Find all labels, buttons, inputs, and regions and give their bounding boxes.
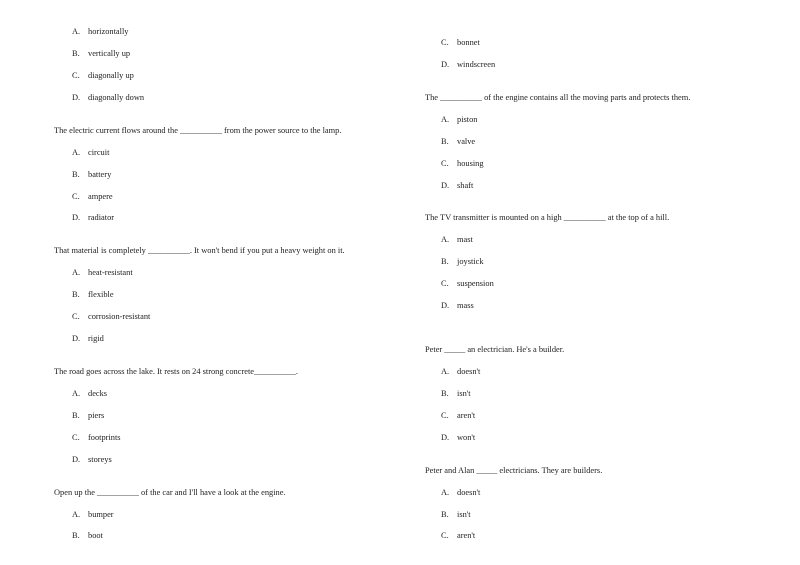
option-letter: A. <box>72 510 81 519</box>
option-letter: B. <box>72 411 80 420</box>
question-stem: That material is completely __________. It won't bend if you put a heavy weight on it. <box>54 246 345 255</box>
option-text: flexible <box>88 290 114 299</box>
question-stem: The TV transmitter is mounted on a high __________ at the top of a hill. <box>425 213 670 222</box>
option-letter: D. <box>441 181 450 190</box>
option-letter: B. <box>72 290 80 299</box>
option-letter: B. <box>441 137 449 146</box>
option-letter: C. <box>441 38 449 47</box>
question-stem: The __________ of the engine contains all the moving parts and protects them. <box>425 93 691 102</box>
option-letter: B. <box>72 170 80 179</box>
option-text: housing <box>457 159 484 168</box>
option-letter: D. <box>72 455 81 464</box>
option-text: decks <box>88 389 108 398</box>
option-letter: B. <box>72 49 80 58</box>
option-text: piston <box>457 115 478 124</box>
option-text: footprints <box>88 433 121 442</box>
option-letter: A. <box>441 115 450 124</box>
option-text: heat-resistant <box>88 268 133 277</box>
option-letter: A. <box>441 488 450 497</box>
option-text: aren't <box>457 411 476 420</box>
option-text: isn't <box>457 510 471 519</box>
option-text: piers <box>88 411 105 420</box>
option-letter: C. <box>72 433 80 442</box>
option-text: vertically up <box>88 49 131 58</box>
question-stem: Peter and Alan _____ electricians. They are builders. <box>425 466 603 475</box>
option-letter: B. <box>72 531 80 540</box>
option-text: rigid <box>88 334 104 343</box>
option-letter: D. <box>441 301 450 310</box>
option-letter: D. <box>72 213 81 222</box>
option-text: mass <box>457 301 474 310</box>
option-text: ampere <box>88 192 113 201</box>
question-stem: The electric current flows around the __________ from the power source to the lamp. <box>54 126 342 135</box>
option-text: doesn't <box>457 488 481 497</box>
option-letter: C. <box>72 192 80 201</box>
option-text: shaft <box>457 181 474 190</box>
option-letter: C. <box>441 279 449 288</box>
option-letter: C. <box>72 312 80 321</box>
option-text: storeys <box>88 455 112 464</box>
option-letter: C. <box>441 531 449 540</box>
option-text: mast <box>457 235 473 244</box>
option-text: horizontally <box>88 27 129 36</box>
option-letter: D. <box>72 93 81 102</box>
question-stem: Open up the __________ of the car and I'll have a look at the engine. <box>54 488 286 497</box>
option-text: suspension <box>457 279 494 288</box>
option-letter: B. <box>441 510 449 519</box>
option-text: diagonally up <box>88 71 134 80</box>
option-letter: A. <box>441 235 450 244</box>
option-text: valve <box>457 137 476 146</box>
option-text: won't <box>457 433 476 442</box>
option-text: bonnet <box>457 38 480 47</box>
option-text: battery <box>88 170 112 179</box>
option-text: boot <box>88 531 103 540</box>
option-text: joystick <box>457 257 484 266</box>
option-letter: D. <box>441 433 450 442</box>
option-letter: A. <box>72 268 81 277</box>
option-letter: D. <box>441 60 450 69</box>
option-text: corrosion-resistant <box>88 312 151 321</box>
option-letter: A. <box>72 27 81 36</box>
option-text: radiator <box>88 213 115 222</box>
option-text: circuit <box>88 148 110 157</box>
question-stem: Peter _____ an electrician. He's a builder. <box>425 345 565 354</box>
option-letter: D. <box>72 334 81 343</box>
question-stem: The road goes across the lake. It rests on 24 strong concrete__________. <box>54 367 298 376</box>
option-letter: A. <box>441 367 450 376</box>
option-text: isn't <box>457 389 471 398</box>
option-letter: C. <box>441 159 449 168</box>
option-text: diagonally down <box>88 93 145 102</box>
option-letter: A. <box>72 389 81 398</box>
option-letter: C. <box>72 71 80 80</box>
option-text: aren't <box>457 531 476 540</box>
option-letter: C. <box>441 411 449 420</box>
option-text: bumper <box>88 510 114 519</box>
option-letter: B. <box>441 389 449 398</box>
option-text: doesn't <box>457 367 481 376</box>
option-text: windscreen <box>457 60 496 69</box>
option-letter: A. <box>72 148 81 157</box>
option-letter: B. <box>441 257 449 266</box>
